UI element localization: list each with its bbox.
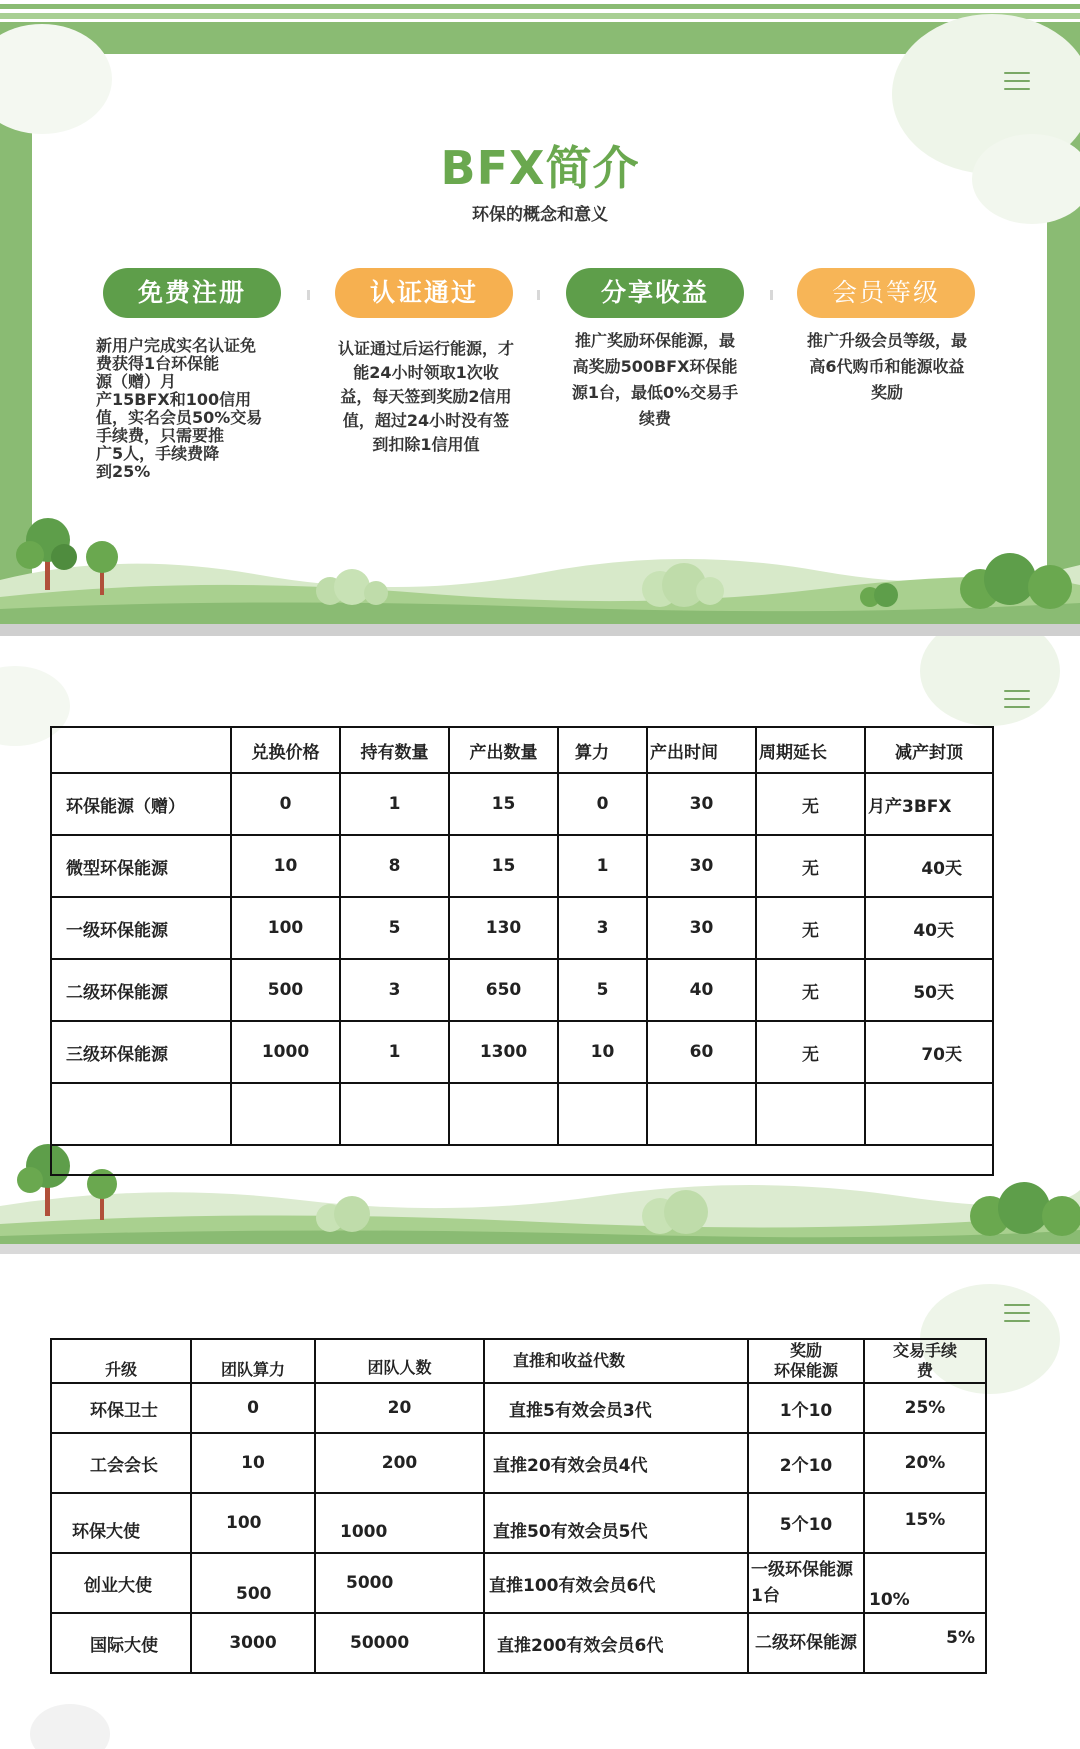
member-level-slide — [0, 1254, 1080, 1749]
table-row: 微型环保能源 10 8 15 1 30 无 40天 — [51, 835, 993, 897]
table-row: 环保能源（赠） 0 1 15 0 30 无 月产3BFX — [51, 773, 993, 835]
table-row: 二级环保能源 500 3 650 5 40 无 50天 — [51, 959, 993, 1021]
table-header: 兑换价格 持有数量 产出数量 算力 产出时间 周期延长 减产封顶 — [51, 727, 993, 773]
feature-pill-membership: 会员等级 — [797, 268, 975, 318]
table-row: 环保卫士 0 20 直推5有效会员3代 1个10 25% — [51, 1383, 986, 1433]
landscape-illustration — [0, 505, 1080, 625]
page-subtitle: 环保的概念和意义 — [472, 205, 608, 225]
table-row-empty — [51, 1145, 993, 1175]
table-row: 创业大使 500 5000 直推100有效会员6代 一级环保能源 1台 10% — [51, 1553, 986, 1613]
menu-icon[interactable] — [1004, 1304, 1030, 1324]
table-header: 升级 团队算力 团队人数 直推和收益代数 奖励 环保能源 交易手续 费 — [51, 1339, 986, 1383]
intro-slide — [0, 0, 1080, 636]
table-row: 国际大使 3000 50000 直推200有效会员6代 二级环保能源 5% — [51, 1613, 986, 1673]
menu-icon[interactable] — [1004, 72, 1030, 92]
feature-pill-register: 免费注册 — [103, 268, 281, 318]
feature-desc-membership: 推广升级会员等级，最 高6代购币和能源收益 奖励 — [806, 331, 967, 402]
energy-table-slide — [0, 636, 1080, 1254]
menu-icon[interactable] — [1004, 690, 1030, 710]
feature-pill-verified: 认证通过 — [335, 268, 513, 318]
feature-pill-share: 分享收益 — [566, 268, 744, 318]
feature-desc-verified: 认证通过后运行能源，才 能24小时领取1次收 益，每天签到奖励2信用 值，超过24小时没有签 到扣除1信用值 — [337, 339, 514, 454]
energy-table — [50, 726, 994, 1176]
table-row: 三级环保能源 1000 1 1300 10 60 无 70天 — [51, 1021, 993, 1083]
table-row-empty — [51, 1083, 993, 1145]
page-title: BFX简介 — [440, 141, 640, 195]
member-level-table — [50, 1338, 987, 1674]
feature-desc-share: 推广奖励环保能源，最 高奖励500BFX环保能 源1台，最低0%交易手 续费 — [571, 331, 739, 428]
table-row: 环保大使 100 1000 直推50有效会员5代 5个10 15% — [51, 1493, 986, 1553]
feature-desc-register: 新用户完成实名认证免 费获得1台环保能 源（赠）月 产15BFX和100信用 值，实名会员50%交易 手续费，只需要推 广5人，手续费降 到25% — [96, 336, 263, 481]
table-row: 工会会长 10 200 直推20有效会员4代 2个10 20% — [51, 1433, 986, 1493]
table-row: 一级环保能源 100 5 130 3 30 无 40天 — [51, 897, 993, 959]
top-divider — [0, 0, 1080, 22]
